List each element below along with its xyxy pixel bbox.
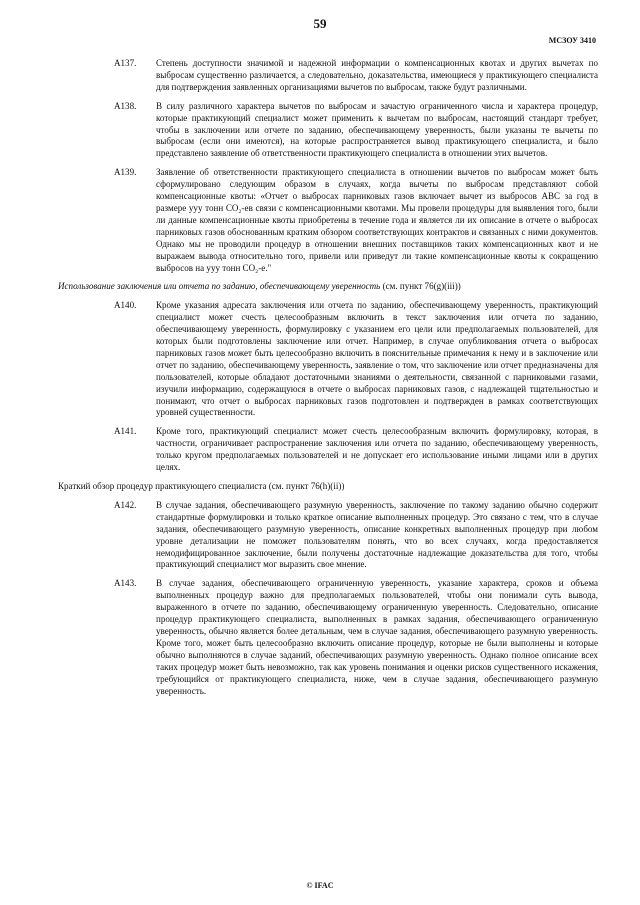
paragraph-a140: [114, 300, 598, 419]
paragraph-a137: [114, 58, 598, 94]
paragraph-a139: [114, 167, 598, 274]
paragraph-text: Кроме того, практикующий специалист может счесть целесообразным включить формулировку, которая, в частности, ограничивает распространение заключения или отчета по заданию, обеспечивающему уверенность, только кругом предполагаемых пользователей и не допускает его использование иными лицами или в других целях.: [156, 426, 598, 473]
paragraph-number: A140.: [114, 300, 137, 311]
paragraph-text: Кроме указания адресата заключения или отчета по заданию, обеспечивающему уверенность, практикующий специалист может счесть целесообразным включить в текст заключения или отчета по заданию, обеспечивающему уверенность, формулировку с указанием его цели или предполагаемых пользователей, для которых были подготовлены заключение или отчет. Например, в случае опубликования отчета о выбросах парниковых газов может быть целесообразно включить в пояснительные примечания к нему и в заключение или отчет по заданию, обеспечивающему уверенность, заявление о том, что заключение или отчет предназначены для пользователей, которые обладают достаточными знаниями о деятельности, связанной с парниковыми газами, изучили информацию, содержащуюся в отчете о выбросах парниковых газов, с надлежащей тщательностью и понимают, что отчет о выбросах парниковых газов подготовлен и подтвержден в рамках соответствующих уровней существенности.: [156, 300, 598, 418]
section-heading-title: Использование заключения или отчета по заданию, обеспечивающему уверенность: [58, 281, 381, 292]
paragraph-text: В случае задания, обеспечивающего ограниченную уверенность, указание характера, сроков и объема выполненных процедур важно для предполагаемых пользователей, чтобы они понимали суть вывода, выраженного в отчете по заданию, обеспечивающему ограниченную уверенность. Следовательно, описание процедур практикующего специалиста, выполненных в рамках задания, обеспечивающего ограниченную уверенность, обычно является более детальным, чем в случае задания, обеспечивающего разумную уверенность. Кроме того, может быть целесообразно включить описание процедур, которые не были выполнены и которые обычно выполняются в случае заданий, обеспечивающих разумную уверенность. Однако полное описание всех таких процедур может быть невозможно, так как уровень понимания и оценки рисков существенного искажения, требующийся от практикующего специалиста, ниже, чем в случае задания, обеспечивающего разумную уверенность.: [156, 578, 598, 696]
paragraph-a142: [114, 500, 598, 571]
paragraph-a143: [114, 578, 598, 697]
section-heading-use-of-report: [58, 281, 598, 293]
paragraph-number: A143.: [114, 578, 137, 589]
section-heading-reference: (см. пункт 76(g)(iii)): [380, 281, 461, 292]
standard-code: МСЗОУ 3410: [548, 36, 596, 45]
paragraph-number: A142.: [114, 499, 137, 510]
paragraph-a138: [114, 101, 598, 161]
footer-copyright: © IFAC: [306, 881, 334, 890]
page-number: 59: [313, 16, 327, 31]
paragraph-text: В силу различного характера вычетов по выбросам и зачастую ограниченного числа и характера процедур, которые практикующий специалист может применить к вычетам по выбросам, настоящий стандарт требует, чтобы в заключении или отчете по заданию, обеспечивающему уверенность, были указаны те вычеты по выбросам (если они имеются), на которые распространяется вывод практикующего специалиста, и было представлено заявление об ответственности практикующего специалиста в отношении этих вычетов.: [156, 100, 598, 159]
section-heading-procedures-summary: Краткий обзор процедур практикующего специалиста (см. пункт 76(h)(ii)): [58, 481, 345, 491]
paragraph-text: Степень доступности значимой и надежной информации о компенсационных квотах и других вычетах по выбросам существенно различается, а следовательно, доказательства, имеющиеся у практикующего специалиста для подтверждения заявленных организациями вычетов по выбросам, также будут различными.: [156, 58, 598, 92]
paragraph-text: Заявление об ответственности практикующего специалиста в отношении вычетов по выбросам может быть сформулировано следующим образом в случаях, когда вычеты по выбросам представляют собой компенсационные квоты: «Отчет о выбросах парниковых газов включает вычет из выбросов ABC за год в размере yyy тонн CO₂-ев связи с компенсационными квотами. Мы провели процедуры для выявления того, были ли данные компенсационные квоты приобретены в течение года и является ли их описание в отчете о выбросах парниковых газов обоснованным кратким обзором соответствующих контрактов и связанных с ними документов. Однако мы не проводили процедур в отношении внешних поставщиков таких компенсационных квот и не выражаем вывода относительно того, привели или приведут ли такие компенсационные квоты к сокращению выбросов на yyy тонн CO₂-е.": [156, 167, 598, 273]
paragraph-number: A137.: [114, 58, 137, 68]
paragraph-number: A138.: [114, 100, 137, 111]
paragraph-text: В случае задания, обеспечивающего разумную уверенность, заключение по такому заданию обычно содержит стандартные формулировки и только краткое описание выполненных процедур. Это связано с тем, что в случае задания, обеспечивающего разумную уверенность, описание конкретных выполненных процедур при любом уровне детализации не поможет пользователям понять, что во всех случаях, когда предоставляется немодифицированное заключение, были получены достаточные надлежащие доказательства для того, чтобы практикующий специалист мог выразить свое мнение.: [156, 499, 598, 570]
paragraph-a141: [114, 426, 598, 474]
page-content: [58, 58, 598, 704]
paragraph-number: A141.: [114, 426, 137, 437]
paragraph-number: A139.: [114, 167, 137, 178]
